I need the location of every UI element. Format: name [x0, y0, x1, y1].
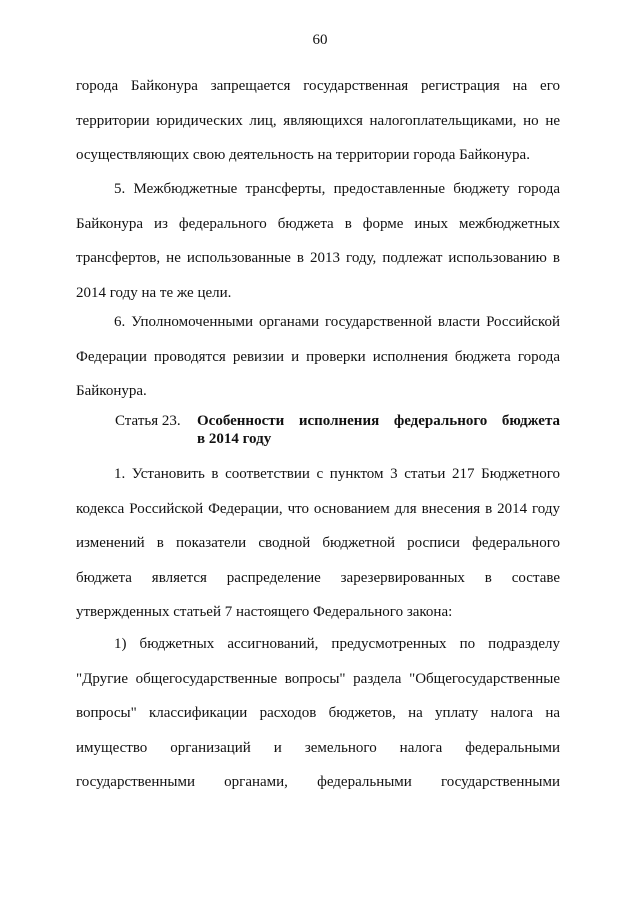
text-line: осуществляющих свою деятельность на территории города Байконура.	[76, 147, 530, 163]
paragraph-continuation	[76, 69, 560, 173]
text-line: 1. Установить в соответствии с пунктом 3 статьи 217 Бюджетного	[114, 466, 560, 482]
article-title	[197, 412, 560, 448]
text-line: кодекса Российской Федерации, что основанием для внесения в 2014 году	[76, 500, 560, 517]
text-line: города Байконура запрещается государственная регистрация на его	[76, 78, 560, 94]
text-line: государственными органами, федеральными государственными	[76, 774, 560, 790]
text-line: Федерации проводятся ревизии и проверки исполнения бюджета города	[76, 348, 560, 365]
article-title-line: Особенности исполнения федерального бюджета	[197, 413, 560, 429]
page-number: 60	[312, 32, 328, 48]
text-line: Байконура из федерального бюджета в форме иных межбюджетных	[76, 215, 560, 232]
text-line: 1) бюджетных ассигнований, предусмотренных по подразделу	[114, 636, 560, 652]
text-line: трансфертов, не использованные в 2013 году, подлежат использованию в	[76, 250, 560, 266]
text-line: территории юридических лиц, являющихся налогоплательщиками, но не	[76, 112, 560, 129]
article-label: Статья 23.	[115, 413, 181, 429]
text-line: 5. Межбюджетные трансферты, предоставленные бюджету города	[114, 181, 560, 197]
article-title-line: в 2014 году	[197, 431, 272, 447]
text-line: "Другие общегосударственные вопросы" раздела "Общегосударственные	[76, 670, 560, 687]
text-line: изменений в показатели сводной бюджетной росписи федерального	[76, 535, 560, 551]
text-line: утвержденных статьей 7 настоящего Федерального закона:	[76, 604, 453, 620]
text-line: вопросы" классификации расходов бюджетов, на уплату налога на	[76, 705, 560, 721]
paragraph-item-6	[76, 305, 560, 409]
text-line: 6. Уполномоченными органами государственной власти Российской	[114, 314, 560, 330]
paragraph-clause-1	[76, 457, 560, 630]
text-line: бюджета является распределение зарезервированных в составе	[76, 569, 560, 586]
text-line: Байконура.	[76, 383, 147, 399]
paragraph-item-5	[76, 172, 560, 310]
text-line: имущество организаций и земельного налога федеральными	[76, 739, 560, 756]
paragraph-subclause-1	[76, 627, 560, 800]
text-line: 2014 году на те же цели.	[76, 284, 232, 301]
